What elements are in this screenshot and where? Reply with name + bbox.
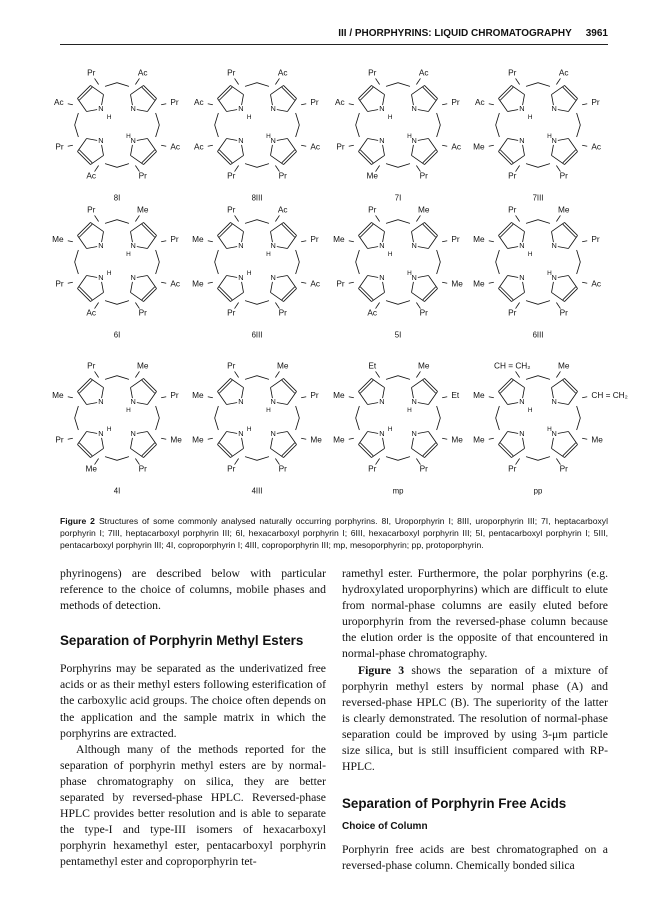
nitrogen-atom: N — [411, 396, 417, 406]
substituent-rb: Me — [170, 435, 182, 445]
substituent-bl: Me — [366, 171, 378, 181]
hydrogen-atom: H — [387, 250, 393, 258]
substituent-rb: Ac — [310, 142, 321, 152]
substituent-tl: CH = CH₂ — [493, 361, 531, 371]
nitrogen-atom: N — [411, 103, 417, 113]
nitrogen-atom: N — [379, 396, 385, 406]
structure-code-label: 4I — [113, 486, 121, 496]
substituent-tr: Me — [277, 361, 289, 371]
structure-code-label: pp — [533, 486, 543, 496]
substituent-br: Pr — [559, 308, 568, 318]
nitrogen-atom: N — [379, 429, 385, 439]
structure-code-label: 7I — [394, 193, 402, 203]
substituent-rt: Pr — [451, 235, 460, 245]
nitrogen-atom: N — [411, 273, 417, 283]
substituent-lt: Me — [333, 391, 345, 401]
nitrogen-atom: N — [130, 136, 136, 146]
nitrogen-atom: N — [519, 103, 525, 113]
nitrogen-atom: N — [519, 273, 525, 283]
porphyrin-structure-8I — [54, 69, 180, 203]
porphyrin-structure-6III — [473, 206, 601, 340]
nitrogen-atom: N — [238, 240, 244, 250]
nitrogen-atom: N — [379, 240, 385, 250]
structure-code-label: 6III — [251, 330, 263, 340]
substituent-rt: Et — [451, 391, 460, 401]
nitrogen-atom: N — [551, 429, 557, 439]
substituent-lb: Me — [333, 435, 345, 445]
running-title: III / PHORPHYRINS: LIQUID CHROMATOGRAPHY — [338, 28, 572, 39]
hydrogen-atom: H — [106, 113, 112, 121]
nitrogen-atom: N — [238, 396, 244, 406]
substituent-rb: Me — [310, 435, 322, 445]
methyl-esters-paragraph-2: Although many of the methods reported for the separation of porphyrin methyl esters are by normal-phase chromatography on silica, they are better separated by reversed-phase HPLC. Reversed-phase HPLC provides better resolution and is able to separate the type-I and type-III isomers of hexacarboxyl porphyrin hexamethyl ester, pentacarboxyl porphyrin pentamethyl ester and coproporphyrin tet- — [60, 742, 326, 869]
porphyrin-structure-8III — [194, 69, 320, 203]
left-intro-paragraph: phyrinogens) are described below with particular reference to the choice of columns, mobile phases and methods of detection. — [60, 567, 326, 613]
figure-caption-text: Structures of some commonly analysed naturally occurring porphyrins. 8I, Uroporphyrin I; 8III, uroporphyrin III; 7I, heptacarboxyl porphyrin I; 7III, heptacarboxyl porphyrin III; 6I, hexacarboxyl porphyrin I; 6III, hexacarboxyl porphyrin III; 5I, pentacarboxyl porphyrin I; 5III, pentacarboxyl porphyrin III; 4I, coproporphyrin I; 4III, coproporphyrin III; mp, mesoporphyrin; pp, protoporphyrin. — [60, 516, 608, 550]
substituent-bl: Pr — [508, 171, 517, 181]
nitrogen-atom: N — [270, 429, 276, 439]
hydrogen-atom: H — [407, 133, 412, 141]
nitrogen-atom: N — [519, 136, 525, 146]
substituent-lt: Ac — [53, 98, 64, 108]
nitrogen-atom: N — [130, 103, 136, 113]
hydrogen-atom: H — [266, 406, 271, 414]
hydrogen-atom: H — [527, 250, 533, 258]
nitrogen-atom: N — [270, 273, 276, 283]
substituent-tr: Ac — [137, 68, 148, 78]
nitrogen-atom: N — [130, 240, 136, 250]
porphyrin-structure-7I — [335, 69, 461, 203]
substituent-tr: Me — [137, 361, 149, 371]
nitrogen-atom: N — [98, 103, 104, 113]
substituent-rb: Ac — [591, 142, 602, 152]
substituent-bl: Ac — [86, 308, 97, 318]
hydrogen-atom: H — [126, 406, 131, 414]
substituent-bl: Pr — [368, 464, 377, 474]
nitrogen-atom: N — [270, 240, 276, 250]
substituent-rt: Pr — [170, 98, 179, 108]
substituent-lb: Me — [473, 435, 485, 445]
porphyrin-structure-6III — [192, 206, 320, 340]
substituent-tr: Ac — [277, 68, 288, 78]
substituent-rb: Me — [451, 435, 463, 445]
hydrogen-atom: H — [106, 426, 112, 434]
substituent-lb: Me — [473, 279, 485, 289]
hydrogen-atom: H — [547, 426, 552, 434]
section-heading-free-acids: Separation of Porphyrin Free Acids — [342, 796, 567, 812]
substituent-rb: Ac — [170, 142, 181, 152]
substituent-br: Pr — [278, 464, 287, 474]
substituent-bl: Pr — [227, 308, 236, 318]
substituent-br: Pr — [138, 464, 147, 474]
hydrogen-atom: H — [387, 426, 393, 434]
substituent-lb: Pr — [55, 435, 64, 445]
substituent-lt: Me — [473, 391, 485, 401]
substituent-rt: CH = CH₂ — [591, 391, 628, 401]
substituent-br: Pr — [138, 308, 147, 318]
figure-3-reference: Figure 3 — [358, 663, 405, 677]
structure-code-label: 8III — [251, 193, 263, 203]
right-column — [342, 566, 608, 874]
hydrogen-atom: H — [387, 113, 393, 121]
nitrogen-atom: N — [98, 240, 104, 250]
nitrogen-atom: N — [379, 136, 385, 146]
hydrogen-atom: H — [126, 250, 131, 258]
free-acids-paragraph: Porphyrin free acids are best chromatographed on a reversed-phase column. Chemically bonded silica — [342, 843, 608, 873]
structure-code-label: 7III — [532, 193, 544, 203]
substituent-bl: Pr — [227, 171, 236, 181]
nitrogen-atom: N — [130, 429, 136, 439]
hydrogen-atom: H — [126, 133, 131, 141]
substituent-tr: Me — [137, 205, 149, 215]
substituent-tl: Pr — [508, 205, 517, 215]
figure-label: Figure 2 — [60, 516, 95, 526]
nitrogen-atom: N — [270, 136, 276, 146]
nitrogen-atom: N — [98, 429, 104, 439]
subheading-choice-of-column: Choice of Column — [342, 821, 428, 833]
figure-caption — [60, 515, 608, 551]
substituent-tr: Me — [558, 205, 570, 215]
substituent-lb: Me — [192, 279, 204, 289]
nitrogen-atom: N — [411, 429, 417, 439]
substituent-rb: Ac — [451, 142, 462, 152]
substituent-lb: Me — [473, 142, 485, 152]
hydrogen-atom: H — [246, 270, 252, 278]
hydrogen-atom: H — [547, 270, 552, 278]
substituent-rb: Me — [451, 279, 463, 289]
nitrogen-atom: N — [519, 240, 525, 250]
substituent-rt: Pr — [451, 98, 460, 108]
porphyrin-structure-6I — [52, 206, 180, 340]
substituent-br: Pr — [419, 464, 428, 474]
substituent-br: Pr — [278, 308, 287, 318]
hydrogen-atom: H — [246, 426, 252, 434]
substituent-bl: Pr — [508, 464, 517, 474]
substituent-tr: Ac — [418, 68, 429, 78]
substituent-lt: Ac — [193, 98, 204, 108]
substituent-tr: Me — [418, 361, 430, 371]
structure-code-label: 6III — [532, 330, 544, 340]
substituent-rt: Pr — [591, 235, 600, 245]
substituent-rb: Me — [591, 435, 603, 445]
substituent-rt: Pr — [170, 391, 179, 401]
substituent-bl: Ac — [86, 171, 97, 181]
substituent-br: Pr — [559, 171, 568, 181]
nitrogen-atom: N — [551, 240, 557, 250]
nitrogen-atom: N — [411, 136, 417, 146]
nitrogen-atom: N — [551, 136, 557, 146]
substituent-tr: Me — [558, 361, 570, 371]
structure-code-label: 5I — [394, 330, 402, 340]
substituent-tr: Ac — [558, 68, 569, 78]
substituent-rb: Ac — [310, 279, 321, 289]
nitrogen-atom: N — [98, 136, 104, 146]
hydrogen-atom: H — [547, 133, 552, 141]
substituent-tl: Pr — [87, 361, 96, 371]
hydrogen-atom: H — [407, 270, 412, 278]
substituent-tl: Pr — [227, 68, 236, 78]
structure-code-label: 4III — [251, 486, 263, 496]
substituent-rt: Pr — [310, 98, 319, 108]
substituent-tl: Pr — [227, 205, 236, 215]
substituent-lt: Me — [333, 235, 345, 245]
porphyrin-structure-4I — [52, 362, 182, 496]
substituent-bl: Pr — [508, 308, 517, 318]
nitrogen-atom: N — [270, 396, 276, 406]
substituent-lb: Pr — [336, 142, 345, 152]
substituent-lt: Me — [473, 235, 485, 245]
nitrogen-atom: N — [238, 103, 244, 113]
nitrogen-atom: N — [98, 273, 104, 283]
nitrogen-atom: N — [238, 273, 244, 283]
nitrogen-atom: N — [551, 396, 557, 406]
substituent-tl: Et — [368, 361, 377, 371]
nitrogen-atom: N — [519, 396, 525, 406]
nitrogen-atom: N — [270, 103, 276, 113]
nitrogen-atom: N — [551, 273, 557, 283]
substituent-br: Pr — [419, 171, 428, 181]
hydrogen-atom: H — [106, 270, 112, 278]
structure-code-label: 6I — [113, 330, 121, 340]
nitrogen-atom: N — [519, 429, 525, 439]
substituent-br: Pr — [559, 464, 568, 474]
substituent-rb: Ac — [170, 279, 181, 289]
substituent-lt: Me — [52, 235, 64, 245]
substituent-bl: Pr — [227, 464, 236, 474]
porphyrin-structure-7III — [473, 69, 601, 203]
structure-code-label: 8I — [113, 193, 121, 203]
substituent-lt: Me — [192, 235, 204, 245]
nitrogen-atom: N — [551, 103, 557, 113]
substituent-lb: Ac — [193, 142, 204, 152]
nitrogen-atom: N — [379, 273, 385, 283]
hydrogen-atom: H — [266, 250, 271, 258]
hydrogen-atom: H — [246, 113, 252, 121]
substituent-lb: Pr — [55, 279, 64, 289]
substituent-lb: Pr — [55, 142, 64, 152]
substituent-rt: Pr — [591, 98, 600, 108]
substituent-lb: Me — [192, 435, 204, 445]
nitrogen-atom: N — [98, 396, 104, 406]
substituent-lt: Me — [192, 391, 204, 401]
nitrogen-atom: N — [238, 429, 244, 439]
substituent-rt: Pr — [170, 235, 179, 245]
substituent-tr: Me — [418, 205, 430, 215]
right-paragraph-2-text: shows the separation of a mixture of porphyrin methyl esters by normal phase (A) and reversed-phase HPLC (B). The superiority of the latter is clearly demonstrated. The resolution of normal-phase separation could be improved by using 3-μm particle size silica, but is still insufficient compared with RP-HPLC. — [342, 663, 608, 774]
porphyrin-structure-pp — [473, 362, 628, 496]
nitrogen-atom: N — [130, 273, 136, 283]
nitrogen-atom: N — [411, 240, 417, 250]
substituent-lt: Me — [52, 391, 64, 401]
substituent-tl: Pr — [87, 68, 96, 78]
substituent-rt: Pr — [310, 235, 319, 245]
hydrogen-atom: H — [266, 133, 271, 141]
substituent-tl: Pr — [87, 205, 96, 215]
hydrogen-atom: H — [407, 406, 412, 414]
substituent-lt: Ac — [334, 98, 345, 108]
nitrogen-atom: N — [130, 396, 136, 406]
substituent-tl: Pr — [227, 361, 236, 371]
substituent-lb: Pr — [336, 279, 345, 289]
porphyrin-structure-5I — [333, 206, 463, 340]
porphyrin-structure-4III — [192, 362, 322, 496]
nitrogen-atom: N — [379, 103, 385, 113]
substituent-br: Pr — [278, 171, 287, 181]
hydrogen-atom: H — [527, 113, 533, 121]
substituent-tl: Pr — [368, 68, 377, 78]
section-heading-methyl-esters: Separation of Porphyrin Methyl Esters — [60, 633, 304, 649]
substituent-lt: Ac — [474, 98, 485, 108]
page-number: 3961 — [585, 28, 608, 39]
structure-code-label: mp — [392, 486, 404, 496]
substituent-br: Pr — [138, 171, 147, 181]
substituent-br: Pr — [419, 308, 428, 318]
right-paragraph-1: ramethyl ester. Furthermore, the polar porphyrins (e.g. hydroxylated uroporphyrins) which are difficult to elute from normal-phase columns are easily eluted before uroporphyrin from the reversed-phase column because the elution order is the opposite of that encountered in normal-phase chromatography. — [342, 567, 608, 661]
hydrogen-atom: H — [527, 406, 533, 414]
methyl-esters-paragraph-1: Porphyrins may be separated as the underivatized free acids or as their methyl esters following esterification of the carboxylic acid groups. The choice often depends on the application and the sample matrix in which the porphyrins are extracted. — [60, 662, 326, 740]
nitrogen-atom: N — [238, 136, 244, 146]
substituent-tr: Ac — [277, 205, 288, 215]
substituent-bl: Ac — [367, 308, 378, 318]
substituent-tl: Pr — [508, 68, 517, 78]
porphyrin-structure-mp — [333, 362, 463, 496]
substituent-bl: Me — [85, 464, 97, 474]
substituent-rb: Ac — [591, 279, 602, 289]
left-column — [60, 566, 326, 871]
right-paragraph-2 — [342, 663, 608, 776]
substituent-rt: Pr — [310, 391, 319, 401]
substituent-tl: Pr — [368, 205, 377, 215]
